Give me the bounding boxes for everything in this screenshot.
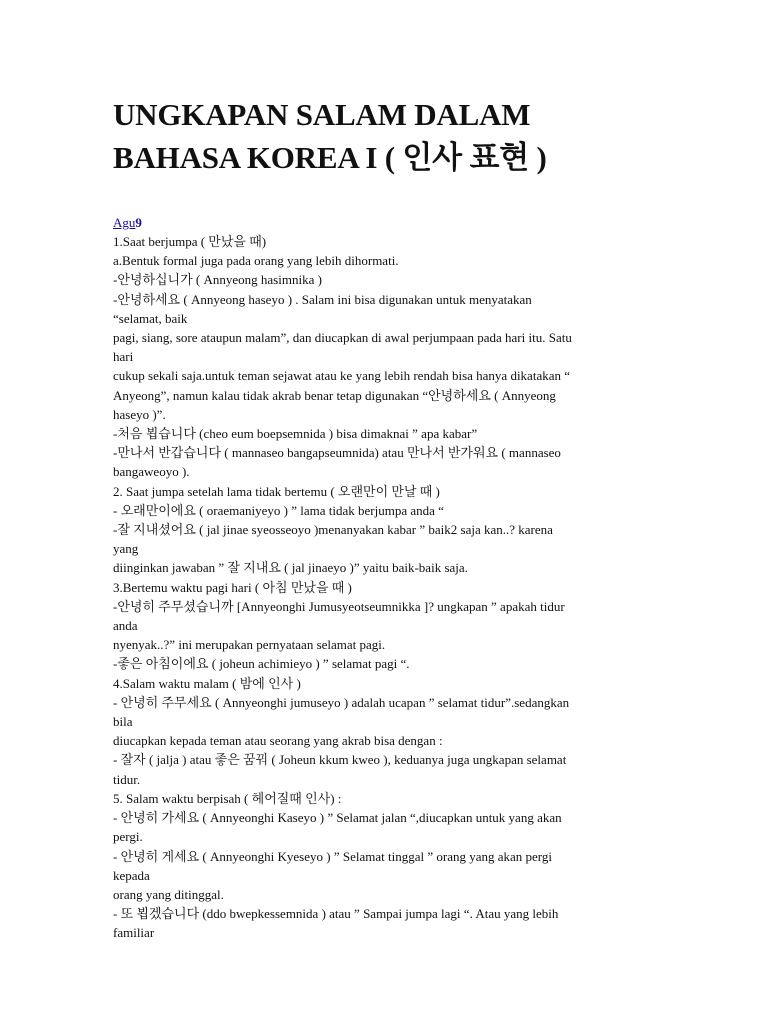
text-line: - 안녕히 가세요 ( Annyeonghi Kaseyo ) ” Selamat jalan “,diucapkan untuk yang akan (113, 810, 562, 826)
text-line: -안녕하십니가 ( Annyeong hasimnika ) (113, 272, 322, 288)
text-line: anda (113, 618, 138, 634)
page-title: UNGKAPAN SALAM DALAM BAHASA KOREA I ( 인사 표현 ) (113, 97, 547, 175)
text-line: -잘 지내셨어요 ( jal jinae syeosseoyo )menanyakan kabar ” baik2 saja kan..? karena (113, 522, 553, 538)
text-line: 5. Salam waktu berpisah ( 헤어질때 인사) : (113, 790, 342, 806)
text-line: -처음 뵙습니다 (cheo eum boepsemnida ) bisa dimaknai ” apa kabar” (113, 426, 478, 442)
text-line: 1.Saat berjumpa ( 만났을 때) (113, 234, 267, 249)
text-line: nyenyak..?” ini merupakan pernyataan selamat pagi. (113, 637, 386, 653)
post-date (113, 213, 663, 232)
text-line: orang yang ditinggal. (113, 886, 224, 902)
text-line: - 오래만이에요 ( oraemaniyeyo ) ” lama tidak berjumpa anda “ (113, 502, 444, 518)
article-body (113, 232, 663, 943)
text-line: “selamat, baik (113, 310, 188, 326)
text-line: -안녕히 주무셨습니까 [Annyeonghi Jumusyeotseumnikka ]? ungkapan ” apakah tidur (113, 598, 565, 614)
text-line: bila (113, 714, 133, 730)
text-line: diucapkan kepada teman atau seorang yang akrab bisa dengan : (113, 733, 443, 749)
text-line: cukup sekali saja.untuk teman sejawat atau ke yang lebih rendah bisa hanya dikatakan “ (113, 368, 570, 384)
text-line: - 또 뵙겠습니다 (ddo bwepkessemnida ) atau ” Sampai jumpa lagi “. Atau yang lebih (113, 906, 559, 922)
text-line: haseyo )”. (113, 406, 166, 422)
text-line: -좋은 아침이에요 ( joheun achimieyo ) ” selamat pagi “. (113, 656, 410, 672)
text-line: yang (113, 541, 139, 557)
text-line: 2. Saat jumpa setelah lama tidak bertemu ( 오랜만이 만날 때 ) (113, 483, 440, 499)
date-month-link[interactable]: Agu (113, 215, 136, 230)
text-line: familiar (113, 925, 155, 941)
text-line: kepada (113, 867, 150, 883)
text-line: bangaweoyo ). (113, 464, 190, 480)
text-line: hari (113, 349, 134, 365)
text-line: a.Bentuk formal juga pada orang yang lebih dihormati. (113, 253, 399, 269)
text-line: tidur. (113, 771, 141, 787)
text-line: - 안녕히 주무세요 ( Annyeonghi jumuseyo ) adalah ucapan ” selamat tidur”.sedangkan (113, 694, 570, 710)
text-line: 4.Salam waktu malam ( 밤에 인사 ) (113, 675, 301, 691)
text-line: pagi, siang, sore ataupun malam”, dan diucapkan di awal perjumpaan pada hari itu. Satu (113, 330, 572, 346)
text-line: Anyeong”, namun kalau tidak akrab benar tetap digunakan “안녕하세요 ( Annyeong (113, 387, 556, 403)
text-line: -안녕하세요 ( Annyeong haseyo ) . Salam ini bisa digunakan untuk menyatakan (113, 291, 532, 307)
text-line: - 안녕히 게세요 ( Annyeonghi Kyeseyo ) ” Selamat tinggal ” orang yang akan pergi (113, 848, 552, 864)
article (113, 93, 663, 943)
date-day: 9 (135, 215, 142, 230)
text-line: pergi. (113, 829, 143, 845)
text-line: - 잘자 ( jalja ) atau 좋은 꿈꿔 ( Joheun kkum kweo ), keduanya juga ungkapan selamat (113, 752, 567, 768)
text-line: -만나서 반갑습니다 ( mannaseo bangapseumnida) atau 만나서 반가워요 ( mannaseo (113, 445, 561, 461)
text-line: diinginkan jawaban ” 잘 지내요 ( jal jinaeyo )” yaitu baik-baik saja. (113, 560, 468, 576)
text-line: 3.Bertemu waktu pagi hari ( 아침 만났을 때 ) (113, 579, 352, 595)
